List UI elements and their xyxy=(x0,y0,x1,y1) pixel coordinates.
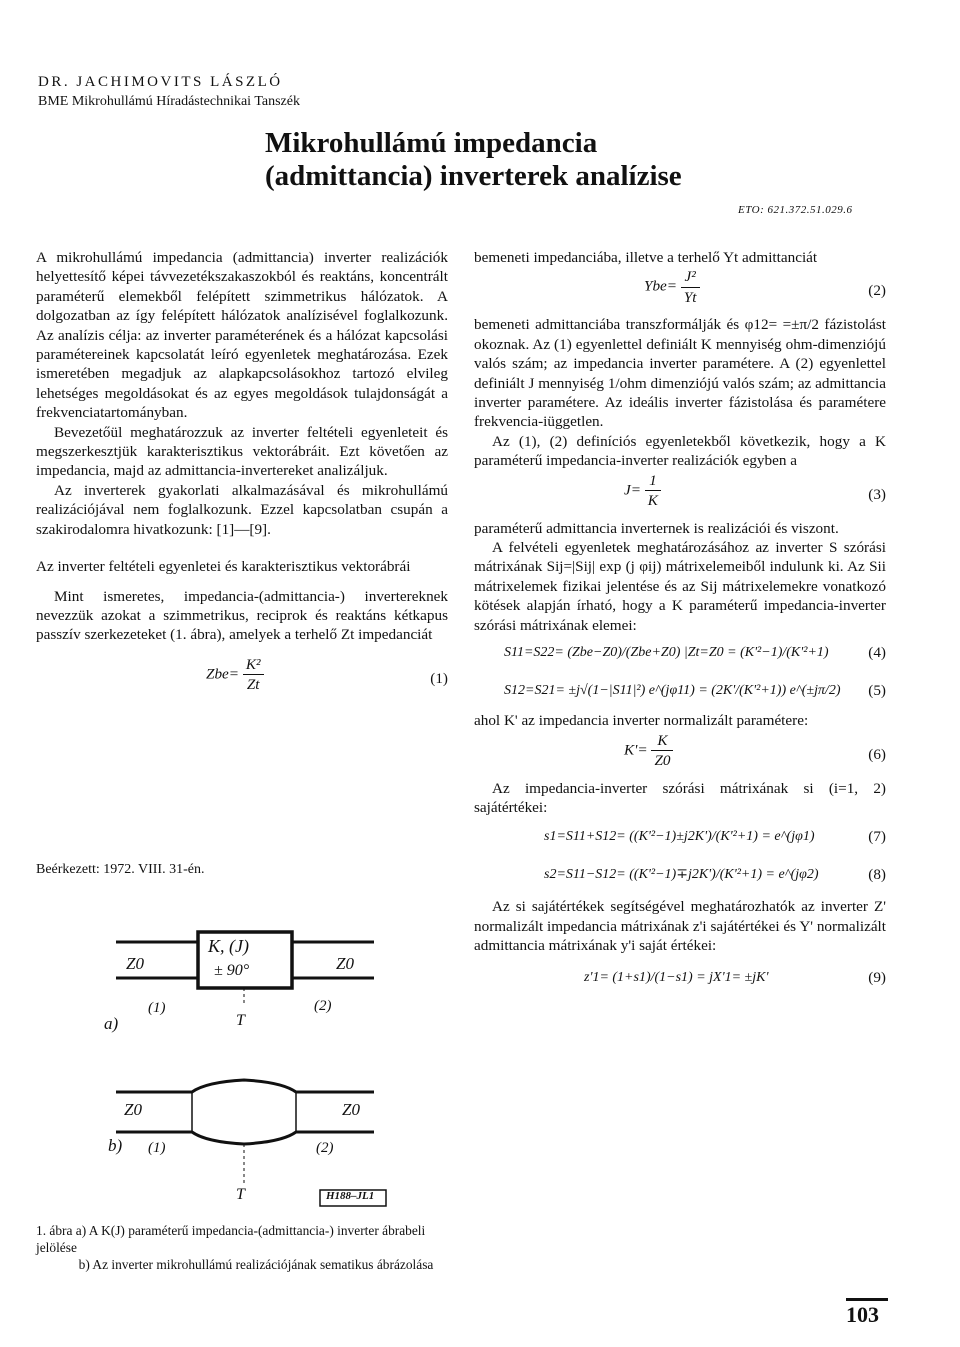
page-number: 103 xyxy=(846,1302,879,1327)
equation-9 xyxy=(474,956,886,996)
eq6-number: (6) xyxy=(868,745,886,763)
eq3-number: (3) xyxy=(868,485,886,503)
paragraph-r8: Az si sajátértékek segítségével meghatározhatók az inverter Z' normalizált impedancia mátrixának z'i sajátértékei és Y' normalizált admittancia mátrixának y'i saját értékei: xyxy=(474,898,886,955)
figure-z0-left-b: Z0 xyxy=(124,1100,142,1119)
paragraph-r5: A felvételi egyenletek meghatározásához az inverter S szórási mátrixának Sij=|Sij| exp (j φij) mátrixelemeiből indulunk ki. Az Sii mátrixelemek fizikai jelentése és az Sij mátrixelemekre vonatkozó kötések alapján írható, hogy a K paraméterű impedancia-inverter szórási mátrixának elemei: xyxy=(474,539,886,634)
eq1-lhs: Zbe= xyxy=(206,665,240,683)
eq6-numerator: K xyxy=(651,731,673,751)
eq9-text: z'1= (1+s1)/(1−s1) = jX'1= ±jK' xyxy=(584,969,769,985)
equation-2 xyxy=(474,267,886,315)
eq4-number: (4) xyxy=(868,644,886,662)
figure-port2-b: (2) xyxy=(316,1140,334,1156)
figure-1 xyxy=(96,922,402,1222)
figure-phase-label: ± 90° xyxy=(214,962,250,979)
affiliation: BME Mikrohullámú Híradástechnikai Tanszék xyxy=(38,94,300,109)
eq3-numerator: 1 xyxy=(645,471,661,491)
caption-b: b) Az inverter mikrohullámú realizációjának sematikus ábrázolása xyxy=(78,1257,434,1272)
author: DR. JACHIMOVITS LÁSZLÓ xyxy=(38,74,283,90)
figure-code: H188–JL1 xyxy=(326,1190,375,1202)
eq6-lhs: K'= xyxy=(624,740,648,758)
left-column xyxy=(36,248,448,703)
eq7-text: s1=S11+S12= ((K'²−1)±j2K')/(K'²+1) = e^(jφ1) xyxy=(544,829,815,845)
eq1-denominator: Zt xyxy=(246,676,260,694)
figure-port1-b: (1) xyxy=(148,1140,166,1156)
figure-port1-a: (1) xyxy=(148,1000,166,1016)
paragraph-references: Az inverterek gyakorlati alkalmazásával és mikrohullámú realizációjával nem foglalkozunk. Ezzel kapcsolatban csupán a szakirodalomra hivatkozunk: [1]—[9]. xyxy=(36,481,448,538)
equation-8 xyxy=(474,857,886,897)
page-title xyxy=(265,127,682,193)
eq6-fraction xyxy=(651,731,673,771)
abstract-paragraph: A mikrohullámú impedancia (admittancia) inverter realizációk helyettesítő képei távvezetékszakaszokból és reaktáns, koncentrált paraméterű elemekből felépített szimmetrikus hálózatok. A dolgozatban az így felépített hálózatok analízisével foglalkozunk. Az analízis célja: az inverter paraméterének és a hálózat kapcsolási paramétereinek kapcsolatát leíró egyenletek meghatározása. Ezek ismeretében megadjuk az alapkapcsolásokhoz tartozó elvileg lehetséges megoldásokat és az egyes megoldások tulajdonságát a frekvenciatartományban. xyxy=(36,249,448,422)
figure-caption xyxy=(36,1222,456,1273)
paragraph-r6: ahol K' az impedancia inverter normalizált paramétere: xyxy=(474,712,809,730)
right-column xyxy=(474,248,886,996)
paragraph-r7: Az impedancia-inverter szórási mátrixának si (i=1, 2) sajátértékei: xyxy=(474,779,886,816)
equation-5 xyxy=(474,673,886,711)
equation-1 xyxy=(36,655,448,703)
equation-4 xyxy=(474,635,886,673)
udc-code: ETO: 621.372.51.029.6 xyxy=(738,204,853,216)
paragraph-r1: bemeneti impedanciába, illetve a terhelő Yt admittanciát xyxy=(474,249,818,266)
eq7-number: (7) xyxy=(868,828,886,846)
eq2-fraction xyxy=(681,267,700,307)
page-number-rule xyxy=(846,1298,888,1301)
figure-t-b: T xyxy=(236,1186,245,1203)
eq6-denominator: Z0 xyxy=(654,751,671,769)
figure-z0-right-b: Z0 xyxy=(342,1100,360,1119)
equation-7 xyxy=(474,817,886,857)
paragraph-r3: Az (1), (2) definíciós egyenletekből következik, hogy a K paraméterű impedancia-inverter realizációk egyben a xyxy=(474,432,886,470)
eq3-fraction xyxy=(645,471,661,511)
eq5-number: (5) xyxy=(868,682,886,700)
eq2-numerator: J² xyxy=(681,267,700,287)
equation-6 xyxy=(474,731,886,779)
paragraph-intro: Bevezetőül meghatározzuk az inverter feltételi egyenleteit és megszerkesztjük karakterisztikus vektorábráit. Ezt követően az impedancia, majd az admittancia-invertereket analizáljuk. xyxy=(36,423,448,480)
figure-t-a: T xyxy=(236,1012,245,1029)
eq3-denominator: K xyxy=(647,492,658,510)
eq2-denominator: Yt xyxy=(683,288,697,306)
figure-kj-label: K, (J) xyxy=(208,936,249,956)
title-line-2: (admittancia) inverterek analízise xyxy=(265,160,682,192)
eq2-lhs: Ybe= xyxy=(644,277,678,295)
paragraph-r4: paraméterű admittancia inverternek is realizációi és viszont. xyxy=(474,519,839,537)
eq8-number: (8) xyxy=(868,866,886,884)
paragraph-r2: bemeneti admittanciába transzformálják és φ12= =±π/2 fázistolást okoznak. Az (1) egyenlettel definiált K mennyiség ohm-dimenziójú valós szám; az impedancia inverter paramétere. A (2) egyenlettel definiált J mennyiség 1/ohm dimenziójú valós szám; az admittancia inverter paramétere. Az ideális inverter fázistolása és paramétere frekvencia-iüggetlen. xyxy=(474,316,886,431)
figure-label-b: b) xyxy=(108,1136,123,1155)
eq9-number: (9) xyxy=(868,968,886,986)
eq1-numerator: K² xyxy=(243,655,264,675)
figure-z0-right-a: Z0 xyxy=(336,954,354,973)
figure-port2-a: (2) xyxy=(314,998,332,1014)
caption-a: 1. ábra a) A K(J) paraméterű impedancia-(admittancia-) inverter ábrabeli jelölése xyxy=(36,1223,426,1255)
eq3-lhs: J= xyxy=(624,481,641,499)
equation-3 xyxy=(474,471,886,519)
eq8-text: s2=S11−S12= ((K'²−1)∓j2K')/(K'²+1) = e^(jφ2) xyxy=(544,867,819,883)
figure-label-a: a) xyxy=(104,1014,119,1033)
received-date: Beérkezett: 1972. VIII. 31-én. xyxy=(36,862,205,877)
eq1-fraction xyxy=(243,655,264,695)
eq4-text: S11=S22= (Zbe−Z0)/(Zbe+Z0) |Zt=Z0 = (K'²−1)/(K'²+1) xyxy=(504,645,829,661)
figure-b-structure xyxy=(116,1080,374,1184)
paragraph-definition: Mint ismeretes, impedancia-(admittancia-) invertereknek nevezzük azokat a szimmetrikus, reciprok és reaktáns kétkapus passzív szerkezeteket (1. ábra), amelyek a terhelő Zt impedanciát xyxy=(36,587,448,644)
section-heading: Az inverter feltételi egyenletei és karakterisztikus vektorábrái xyxy=(36,558,411,576)
eq5-text: S12=S21= ±j√(1−|S11|²) e^(jφ11) = (2K'/(K'²+1)) e^(±jπ/2) xyxy=(504,683,841,699)
eq1-number: (1) xyxy=(430,669,448,687)
figure-z0-left-a: Z0 xyxy=(126,954,144,973)
eq2-number: (2) xyxy=(868,282,886,300)
title-line-1: Mikrohullámú impedancia xyxy=(265,127,598,159)
